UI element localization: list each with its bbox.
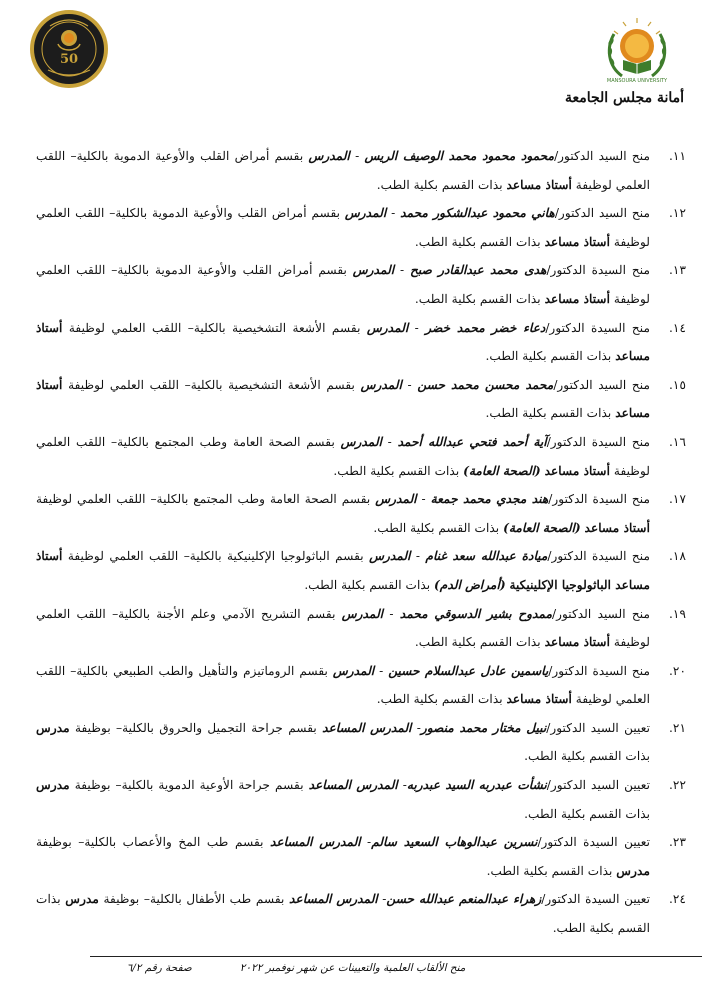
emphasized-text: محمد محسن محمد حسن xyxy=(417,377,554,392)
item-text-segment: بقسم الباثولوجيا الإكلينيكية بالكلية– اللقب العلمي لوظيفة xyxy=(62,549,370,564)
item-text-segment: بقسم طب المخ والأعصاب بالكلية– بوظيفة xyxy=(36,835,271,850)
item-text-segment: بذات القسم بكلية الطب. xyxy=(36,892,650,936)
item-text-segment: بقسم الأشعة التشخيصية بالكلية– اللقب العلمي لوظيفة xyxy=(62,320,367,335)
list-item xyxy=(36,371,686,428)
item-number: ٢٢. xyxy=(669,778,686,793)
item-text xyxy=(36,828,650,885)
emphasized-text: المدرس المساعد xyxy=(308,778,398,793)
item-text-segment: منح السيد الدكتور/ xyxy=(552,606,650,621)
item-text-segment: بذات القسم بكلية الطب. xyxy=(524,749,650,764)
item-text-segment: بذات القسم بكلية الطب. xyxy=(376,692,507,707)
emphasized-text: المدرس xyxy=(341,606,384,621)
item-number: ٢٤. xyxy=(669,892,686,907)
item-text-segment: - xyxy=(416,492,431,507)
item-number: ١٨. xyxy=(669,549,686,564)
emphasized-text: زهراء عبدالمنعم عبدالله حسن xyxy=(386,892,542,907)
emphasized-text: المدرس المساعد xyxy=(270,835,361,850)
item-text-segment: بذات القسم بكلية الطب. xyxy=(376,177,507,192)
emphasized-text: مدرس xyxy=(36,720,70,735)
item-text xyxy=(36,314,650,371)
item-text xyxy=(36,371,650,428)
item-text-segment: تعيين السيد الدكتور/ xyxy=(546,720,651,735)
footer-document-title: منح الألقاب العلمية والتعيينات عن شهر نوفمبر ٢٠٢٢ xyxy=(239,962,466,974)
anniversary-seal-logo xyxy=(28,8,110,90)
emphasized-text: أستاذ مساعد xyxy=(544,291,611,306)
emphasized-text: أستاذ مساعد xyxy=(544,234,611,249)
emphasized-text: (الصحة العامة) xyxy=(503,520,581,535)
emphasized-text: مدرس xyxy=(65,892,99,907)
emphasized-text: أستاذ مساعد xyxy=(544,463,611,478)
emphasized-text: ياسمين عادل عبدالسلام حسين xyxy=(388,663,549,678)
item-number: ٢٣. xyxy=(669,835,686,850)
list-item xyxy=(36,142,686,199)
item-text-segment: - xyxy=(401,377,418,392)
emphasized-text: المدرس xyxy=(352,263,395,278)
item-text-segment: بقسم الأشعة التشخيصية بالكلية– اللقب العلمي لوظيفة xyxy=(62,377,361,392)
emphasized-text: المدرس xyxy=(308,149,350,163)
item-text-segment: بقسم جراحة التجميل والحروق بالكلية– بوظيفة xyxy=(69,720,323,735)
council-title: أمانة مجلس الجامعة xyxy=(564,90,684,106)
item-number: ٢٠. xyxy=(669,663,686,678)
emphasized-text: المدرس xyxy=(369,549,411,564)
emphasized-text: نبيل مختار محمد منصور xyxy=(420,720,547,735)
item-text-segment: منح السيد الدكتور/ xyxy=(553,377,651,392)
item-text-segment: بقسم أمراض القلب والأوعية الدموية بالكلية– اللقب العلمي لوظيفة xyxy=(36,263,650,306)
emphasized-text: المدرس المساعد xyxy=(322,720,412,735)
emphasized-text: المدرس xyxy=(360,377,402,392)
item-text-segment: بقسم الصحة العامة وطب المجتمع بالكلية– اللقب العلمي لوظيفة xyxy=(36,492,376,507)
item-text-segment: - xyxy=(360,835,372,850)
emphasized-text: أستاذ مساعد xyxy=(506,177,572,192)
item-text-segment: بقسم أمراض القلب والأوعية الدموية بالكلية– اللقب العلمي لوظيفة xyxy=(36,149,650,192)
emphasized-text: مدرس xyxy=(36,778,70,793)
item-text-segment: - xyxy=(383,606,400,621)
item-text-segment: - xyxy=(411,720,421,735)
item-text-segment: - xyxy=(394,263,410,278)
emphasized-text: نسرين عبدالوهاب السعيد سالم xyxy=(371,835,538,850)
emphasized-text: (أمراض الدم) xyxy=(434,577,506,592)
item-text-segment: بقسم جراحة الأوعية الدموية بالكلية– بوظيفة xyxy=(69,778,309,793)
emphasized-text: هاني محمود عبدالشكور محمد xyxy=(400,206,555,221)
item-text xyxy=(36,428,650,485)
svg-text:MANSOURA UNIVERSITY: MANSOURA UNIVERSITY xyxy=(606,78,668,84)
item-text-segment: بذات القسم بكلية الطب. xyxy=(524,806,650,821)
item-text-segment: - xyxy=(381,434,398,449)
decisions-list xyxy=(36,142,686,943)
university-logo xyxy=(602,14,672,86)
list-item xyxy=(36,828,686,885)
item-text-segment: منح السيد الدكتور/ xyxy=(554,206,650,221)
emphasized-text: أستاذ مساعد xyxy=(544,635,611,650)
item-text-segment: - xyxy=(349,149,365,163)
item-text-segment: تعيين السيدة الدكتور/ xyxy=(537,835,651,850)
item-text-segment: بقسم الروماتيزم والتأهيل والطب الطبيعي بالكلية– اللقب العلمي لوظيفة xyxy=(36,663,650,707)
emphasized-text: محمود محمود محمد الوصيف الريس xyxy=(364,149,555,163)
item-text-segment: بقسم طب الأطفال بالكلية– بوظيفة xyxy=(98,892,290,907)
item-text xyxy=(36,714,650,771)
item-number: ١٥. xyxy=(669,377,686,392)
item-text xyxy=(36,600,650,657)
list-item xyxy=(36,485,686,542)
item-text xyxy=(36,657,650,714)
item-text-segment: بذات القسم بكلية الطب. xyxy=(304,577,435,592)
item-text-segment: بذات القسم بكلية الطب. xyxy=(486,863,617,878)
emphasized-text: آية أحمد فتحي عبدالله أحمد xyxy=(397,434,547,449)
item-text-segment: منح السيد الدكتور/ xyxy=(554,149,651,163)
item-text xyxy=(36,885,650,942)
item-text-segment: تعيين السيد الدكتور/ xyxy=(546,778,651,793)
item-text xyxy=(36,485,650,542)
item-text-segment: تعيين السيدة الدكتور/ xyxy=(541,892,651,907)
list-item xyxy=(36,885,686,942)
list-item xyxy=(36,771,686,828)
item-text-segment: بقسم أمراض القلب والأوعية الدموية بالكلية– اللقب العلمي لوظيفة xyxy=(36,206,650,249)
item-number: ١٩. xyxy=(669,606,686,621)
list-item xyxy=(36,600,686,657)
list-item xyxy=(36,657,686,714)
emphasized-text: ميادة عبدالله سعد غنام xyxy=(425,549,548,564)
list-item xyxy=(36,256,686,313)
item-text-segment: منح السيدة الدكتور/ xyxy=(547,549,650,564)
emphasized-text: (الصحة العامة) xyxy=(463,463,541,478)
svg-text:50: 50 xyxy=(59,52,79,67)
list-item xyxy=(36,199,686,256)
item-text xyxy=(36,771,650,828)
item-text-segment: - xyxy=(410,549,426,564)
item-text xyxy=(36,142,650,199)
item-text-segment: منح السيدة الدكتور/ xyxy=(548,663,650,678)
item-number: ١٢. xyxy=(669,206,686,221)
item-text-segment: بذات القسم بكلية الطب. xyxy=(373,520,504,535)
emphasized-text: مدرس xyxy=(616,863,650,878)
item-text-segment: بذات القسم بكلية الطب. xyxy=(485,349,616,364)
item-text-segment: - xyxy=(377,892,387,907)
emphasized-text: دعاء خضر محمد خضر xyxy=(425,320,546,335)
item-text-segment: منح السيدة الدكتور/ xyxy=(545,320,650,335)
list-item xyxy=(36,314,686,371)
emphasized-text: المدرس xyxy=(375,492,417,507)
item-text-segment: - xyxy=(408,320,426,335)
emphasized-text: المدرس xyxy=(332,663,375,678)
emphasized-text: نشأت عبدربه السيد عبدربه xyxy=(406,778,547,793)
item-number: ١٣. xyxy=(669,263,686,278)
list-item xyxy=(36,714,686,771)
emphasized-text: المدرس xyxy=(344,206,387,221)
item-text-segment: بذات القسم بكلية الطب. xyxy=(485,406,616,421)
emphasized-text: أستاذ مساعد xyxy=(36,320,650,364)
item-text-segment: بذات القسم بكلية الطب. xyxy=(414,234,545,249)
emphasized-text: المدرس المساعد xyxy=(289,892,378,907)
item-text-segment: بقسم الصحة العامة وطب المجتمع بالكلية– اللقب العلمي لوظيفة xyxy=(36,434,650,478)
item-number: ١٧. xyxy=(669,492,686,507)
item-text-segment: بذات القسم بكلية الطب. xyxy=(414,635,545,650)
page-footer xyxy=(0,962,592,974)
list-item xyxy=(36,428,686,485)
item-text-segment: بقسم التشريح الآدمي وعلم الأجنة بالكلية– اللقب العلمي لوظيفة xyxy=(36,606,650,650)
emphasized-text: أستاذ مساعد الباثولوجيا الإكلينيكية xyxy=(36,549,650,592)
emphasized-text: ممدوح بشير الدسوقي محمد xyxy=(399,606,553,621)
item-number: ١٦. xyxy=(669,434,686,449)
item-text-segment: - xyxy=(374,663,389,678)
item-text-segment: بذات القسم بكلية الطب. xyxy=(333,463,464,478)
item-text xyxy=(36,542,650,599)
item-text xyxy=(36,199,650,256)
item-text-segment: منح السيدة الدكتور/ xyxy=(546,263,650,278)
footer-divider xyxy=(90,956,702,957)
item-text-segment: منح السيدة الدكتور/ xyxy=(546,434,650,449)
emphasized-text: هدى محمد عبدالقادر صبح xyxy=(409,263,547,278)
emphasized-text: أستاذ مساعد xyxy=(36,377,650,421)
emphasized-text: أستاذ مساعد xyxy=(584,520,650,535)
item-text-segment: بذات القسم بكلية الطب. xyxy=(414,291,545,306)
item-text-segment: - xyxy=(386,206,401,221)
emphasized-text: المدرس xyxy=(366,320,409,335)
item-text-segment: - xyxy=(397,778,407,793)
item-text xyxy=(36,256,650,313)
emphasized-text: أستاذ مساعد xyxy=(506,692,572,707)
list-item xyxy=(36,542,686,599)
footer-page-number: صفحة رقم ٦/٢ xyxy=(126,962,192,974)
emphasized-text: هند مجدي محمد جمعة xyxy=(430,492,549,507)
item-number: ١١. xyxy=(669,149,686,163)
item-text-segment: منح السيدة الدكتور/ xyxy=(548,492,650,507)
item-number: ٢١. xyxy=(669,720,686,735)
emphasized-text: المدرس xyxy=(340,434,382,449)
item-number: ١٤. xyxy=(669,320,686,335)
